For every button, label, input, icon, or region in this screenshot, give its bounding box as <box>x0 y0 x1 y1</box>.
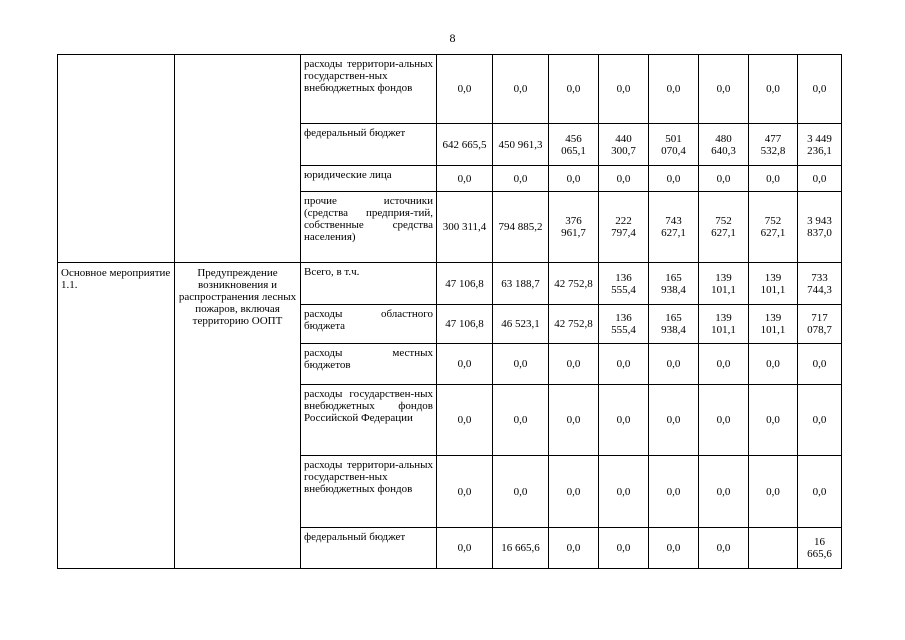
value-cell: 0,0 <box>437 528 493 569</box>
value-cell: 0,0 <box>798 166 842 192</box>
value-cell: 0,0 <box>437 456 493 528</box>
value-cell: 0,0 <box>649 385 699 456</box>
value-cell: 0,0 <box>699 528 749 569</box>
value-cell: 743 627,1 <box>649 192 699 263</box>
value-cell: 0,0 <box>798 385 842 456</box>
value-cell: 300 311,4 <box>437 192 493 263</box>
value-cell: 0,0 <box>437 385 493 456</box>
value-cell: 0,0 <box>649 528 699 569</box>
value-cell: 0,0 <box>599 528 649 569</box>
value-cell: 794 885,2 <box>493 192 549 263</box>
value-cell: 139 101,1 <box>749 263 798 305</box>
value-cell: 139 101,1 <box>699 305 749 344</box>
value-cell: 0,0 <box>599 55 649 124</box>
value-cell: 450 961,3 <box>493 124 549 166</box>
value-cell: 0,0 <box>798 456 842 528</box>
value-cell: 42 752,8 <box>549 305 599 344</box>
value-cell: 0,0 <box>749 166 798 192</box>
value-cell: 47 106,8 <box>437 305 493 344</box>
value-cell: 0,0 <box>649 55 699 124</box>
value-cell: 0,0 <box>493 385 549 456</box>
value-cell: 0,0 <box>437 55 493 124</box>
value-cell: 501 070,4 <box>649 124 699 166</box>
source-cell: прочие источники (средства предприя-тий, собственные средства населения) <box>301 192 437 263</box>
source-cell: Всего, в т.ч. <box>301 263 437 305</box>
source-cell: расходы государствен-ных внебюджетных фондов Российской Федерации <box>301 385 437 456</box>
value-cell: 63 188,7 <box>493 263 549 305</box>
value-cell: 480 640,3 <box>699 124 749 166</box>
value-cell: 136 555,4 <box>599 305 649 344</box>
value-cell: 139 101,1 <box>749 305 798 344</box>
page-number: 8 <box>449 31 456 45</box>
value-cell: 16 665,6 <box>798 528 842 569</box>
value-cell: 456 065,1 <box>549 124 599 166</box>
value-cell: 0,0 <box>749 344 798 385</box>
value-cell: 0,0 <box>493 344 549 385</box>
source-cell: расходы территори-альных государствен-ных внебюджетных фондов <box>301 55 437 124</box>
value-cell: 0,0 <box>749 55 798 124</box>
value-cell: 0,0 <box>798 55 842 124</box>
value-cell: 642 665,5 <box>437 124 493 166</box>
value-cell: 477 532,8 <box>749 124 798 166</box>
value-cell: 0,0 <box>493 456 549 528</box>
value-cell: 752 627,1 <box>699 192 749 263</box>
value-cell: 0,0 <box>599 344 649 385</box>
value-cell: 0,0 <box>549 528 599 569</box>
value-cell: 0,0 <box>549 55 599 124</box>
value-cell: 0,0 <box>749 385 798 456</box>
value-cell: 0,0 <box>437 344 493 385</box>
value-cell: 0,0 <box>699 166 749 192</box>
value-cell: 0,0 <box>493 166 549 192</box>
source-cell: расходы территори-альных государствен-ных внебюджетных фондов <box>301 456 437 528</box>
value-cell: 376 961,7 <box>549 192 599 263</box>
value-cell: 139 101,1 <box>699 263 749 305</box>
value-cell: 752 627,1 <box>749 192 798 263</box>
table-row <box>58 263 842 305</box>
value-cell: 733 744,3 <box>798 263 842 305</box>
source-cell: юридические лица <box>301 166 437 192</box>
value-cell: 0,0 <box>649 166 699 192</box>
event-title: Основное мероприятие 1.1. <box>58 263 175 569</box>
table-row <box>58 55 842 124</box>
value-cell: 47 106,8 <box>437 263 493 305</box>
value-cell: 165 938,4 <box>649 305 699 344</box>
value-cell: 3 449 236,1 <box>798 124 842 166</box>
value-cell: 0,0 <box>699 55 749 124</box>
event-name: Предупреждение возникновения и распространения лесных пожаров, включая территорию ООПТ <box>175 263 301 569</box>
source-cell: расходы областного бюджета <box>301 305 437 344</box>
value-cell: 0,0 <box>599 166 649 192</box>
budget-table <box>57 54 842 569</box>
value-cell: 0,0 <box>649 344 699 385</box>
value-cell: 0,0 <box>493 55 549 124</box>
value-cell: 0,0 <box>549 385 599 456</box>
name-cell-empty <box>175 55 301 263</box>
source-cell: расходы местных бюджетов <box>301 344 437 385</box>
value-cell: 222 797,4 <box>599 192 649 263</box>
source-cell: федеральный бюджет <box>301 124 437 166</box>
source-cell: федеральный бюджет <box>301 528 437 569</box>
value-cell: 0,0 <box>437 166 493 192</box>
event-cell-empty <box>58 55 175 263</box>
value-cell: 46 523,1 <box>493 305 549 344</box>
value-cell: 3 943 837,0 <box>798 192 842 263</box>
value-cell: 136 555,4 <box>599 263 649 305</box>
value-cell: 717 078,7 <box>798 305 842 344</box>
value-cell: 440 300,7 <box>599 124 649 166</box>
value-cell: 0,0 <box>798 344 842 385</box>
value-cell: 0,0 <box>699 344 749 385</box>
value-cell: 16 665,6 <box>493 528 549 569</box>
value-cell: 0,0 <box>549 456 599 528</box>
value-cell: 0,0 <box>599 385 649 456</box>
value-cell: 42 752,8 <box>549 263 599 305</box>
value-cell: 165 938,4 <box>649 263 699 305</box>
value-cell: 0,0 <box>649 456 699 528</box>
value-cell: 0,0 <box>549 166 599 192</box>
value-cell: 0,0 <box>599 456 649 528</box>
value-cell <box>749 528 798 569</box>
value-cell: 0,0 <box>699 385 749 456</box>
value-cell: 0,0 <box>749 456 798 528</box>
value-cell: 0,0 <box>549 344 599 385</box>
value-cell: 0,0 <box>699 456 749 528</box>
